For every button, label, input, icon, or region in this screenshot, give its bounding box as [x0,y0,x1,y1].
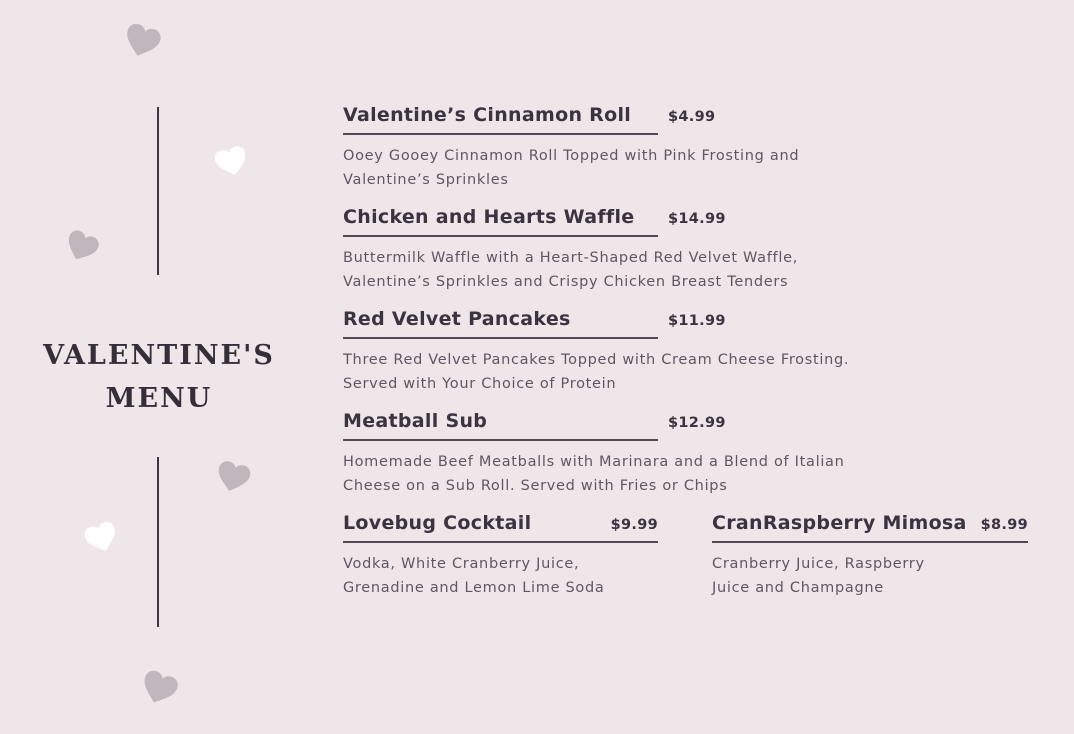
menu-item-hearts-waffle [343,206,1030,294]
item-description [343,144,1030,192]
item-description [343,450,1030,498]
menu-item-cinnamon-roll [343,104,1030,192]
item-name: Lovebug Cocktail [343,512,532,534]
item-description [343,348,1030,396]
item-description-line: Juice and Champagne [712,580,884,596]
item-description-line: Buttermilk Waffle with a Heart-Shaped Red Velvet Waffle, [343,250,799,266]
item-description-line: Homemade Beef Meatballs with Marinara and a Blend of Italian [343,454,845,470]
item-title-underline [712,512,1028,543]
item-description [343,246,1030,294]
heart-icon [121,22,163,62]
item-description [343,552,658,600]
item-price: $12.99 [668,415,726,431]
item-price: $11.99 [668,313,726,329]
heart-icon [62,228,102,266]
menu-item-cranraspberry-mimosa [712,512,1028,600]
vertical-divider [157,107,159,275]
item-name: CranRaspberry Mimosa [712,512,967,534]
item-price: $8.99 [980,517,1028,533]
item-price: $4.99 [668,109,716,125]
item-description-line: Cranberry Juice, Raspberry [712,556,925,572]
menu-item-lovebug-cocktail [343,512,658,600]
menu-item-meatball-sub [343,410,1030,498]
item-price: $9.99 [610,517,658,533]
item-title-underline [343,512,658,543]
item-description-line: Valentine’s Sprinkles and Crispy Chicken Breast Tenders [343,274,789,290]
drinks-row [343,512,1030,600]
item-price: $14.99 [668,211,726,227]
item-title-underline [343,206,658,237]
item-name: Meatball Sub [343,410,488,432]
item-name: Chicken and Hearts Waffle [343,206,635,228]
item-description-line: Served with Your Choice of Protein [343,376,617,392]
item-title-underline [343,308,658,339]
heart-icon [138,668,181,709]
page-title-line2: MENU [105,383,213,414]
item-name: Valentine’s Cinnamon Roll [343,104,632,126]
item-title-underline [343,410,658,441]
item-description-line: Three Red Velvet Pancakes Topped with Cream Cheese Frosting. [343,352,850,368]
vertical-divider [157,457,159,627]
heart-icon [213,144,250,179]
item-name: Red Velvet Pancakes [343,308,571,330]
item-description [712,552,1028,600]
item-description-line: Grenadine and Lemon Lime Soda [343,580,605,596]
item-description-line: Ooey Gooey Cinnamon Roll Topped with Pink Frosting and [343,148,800,164]
menu-list [343,104,1030,600]
page-title [0,334,318,420]
heart-icon [214,459,252,495]
item-description-line: Vodka, White Cranberry Juice, [343,556,580,572]
menu-item-red-velvet-pancakes [343,308,1030,396]
item-description-line: Valentine’s Sprinkles [343,172,509,188]
item-description-line: Cheese on a Sub Roll. Served with Fries or Chips [343,478,728,494]
item-title-underline [343,104,658,135]
page-title-line1: VALENTINE'S [43,340,275,371]
heart-icon [82,520,120,556]
